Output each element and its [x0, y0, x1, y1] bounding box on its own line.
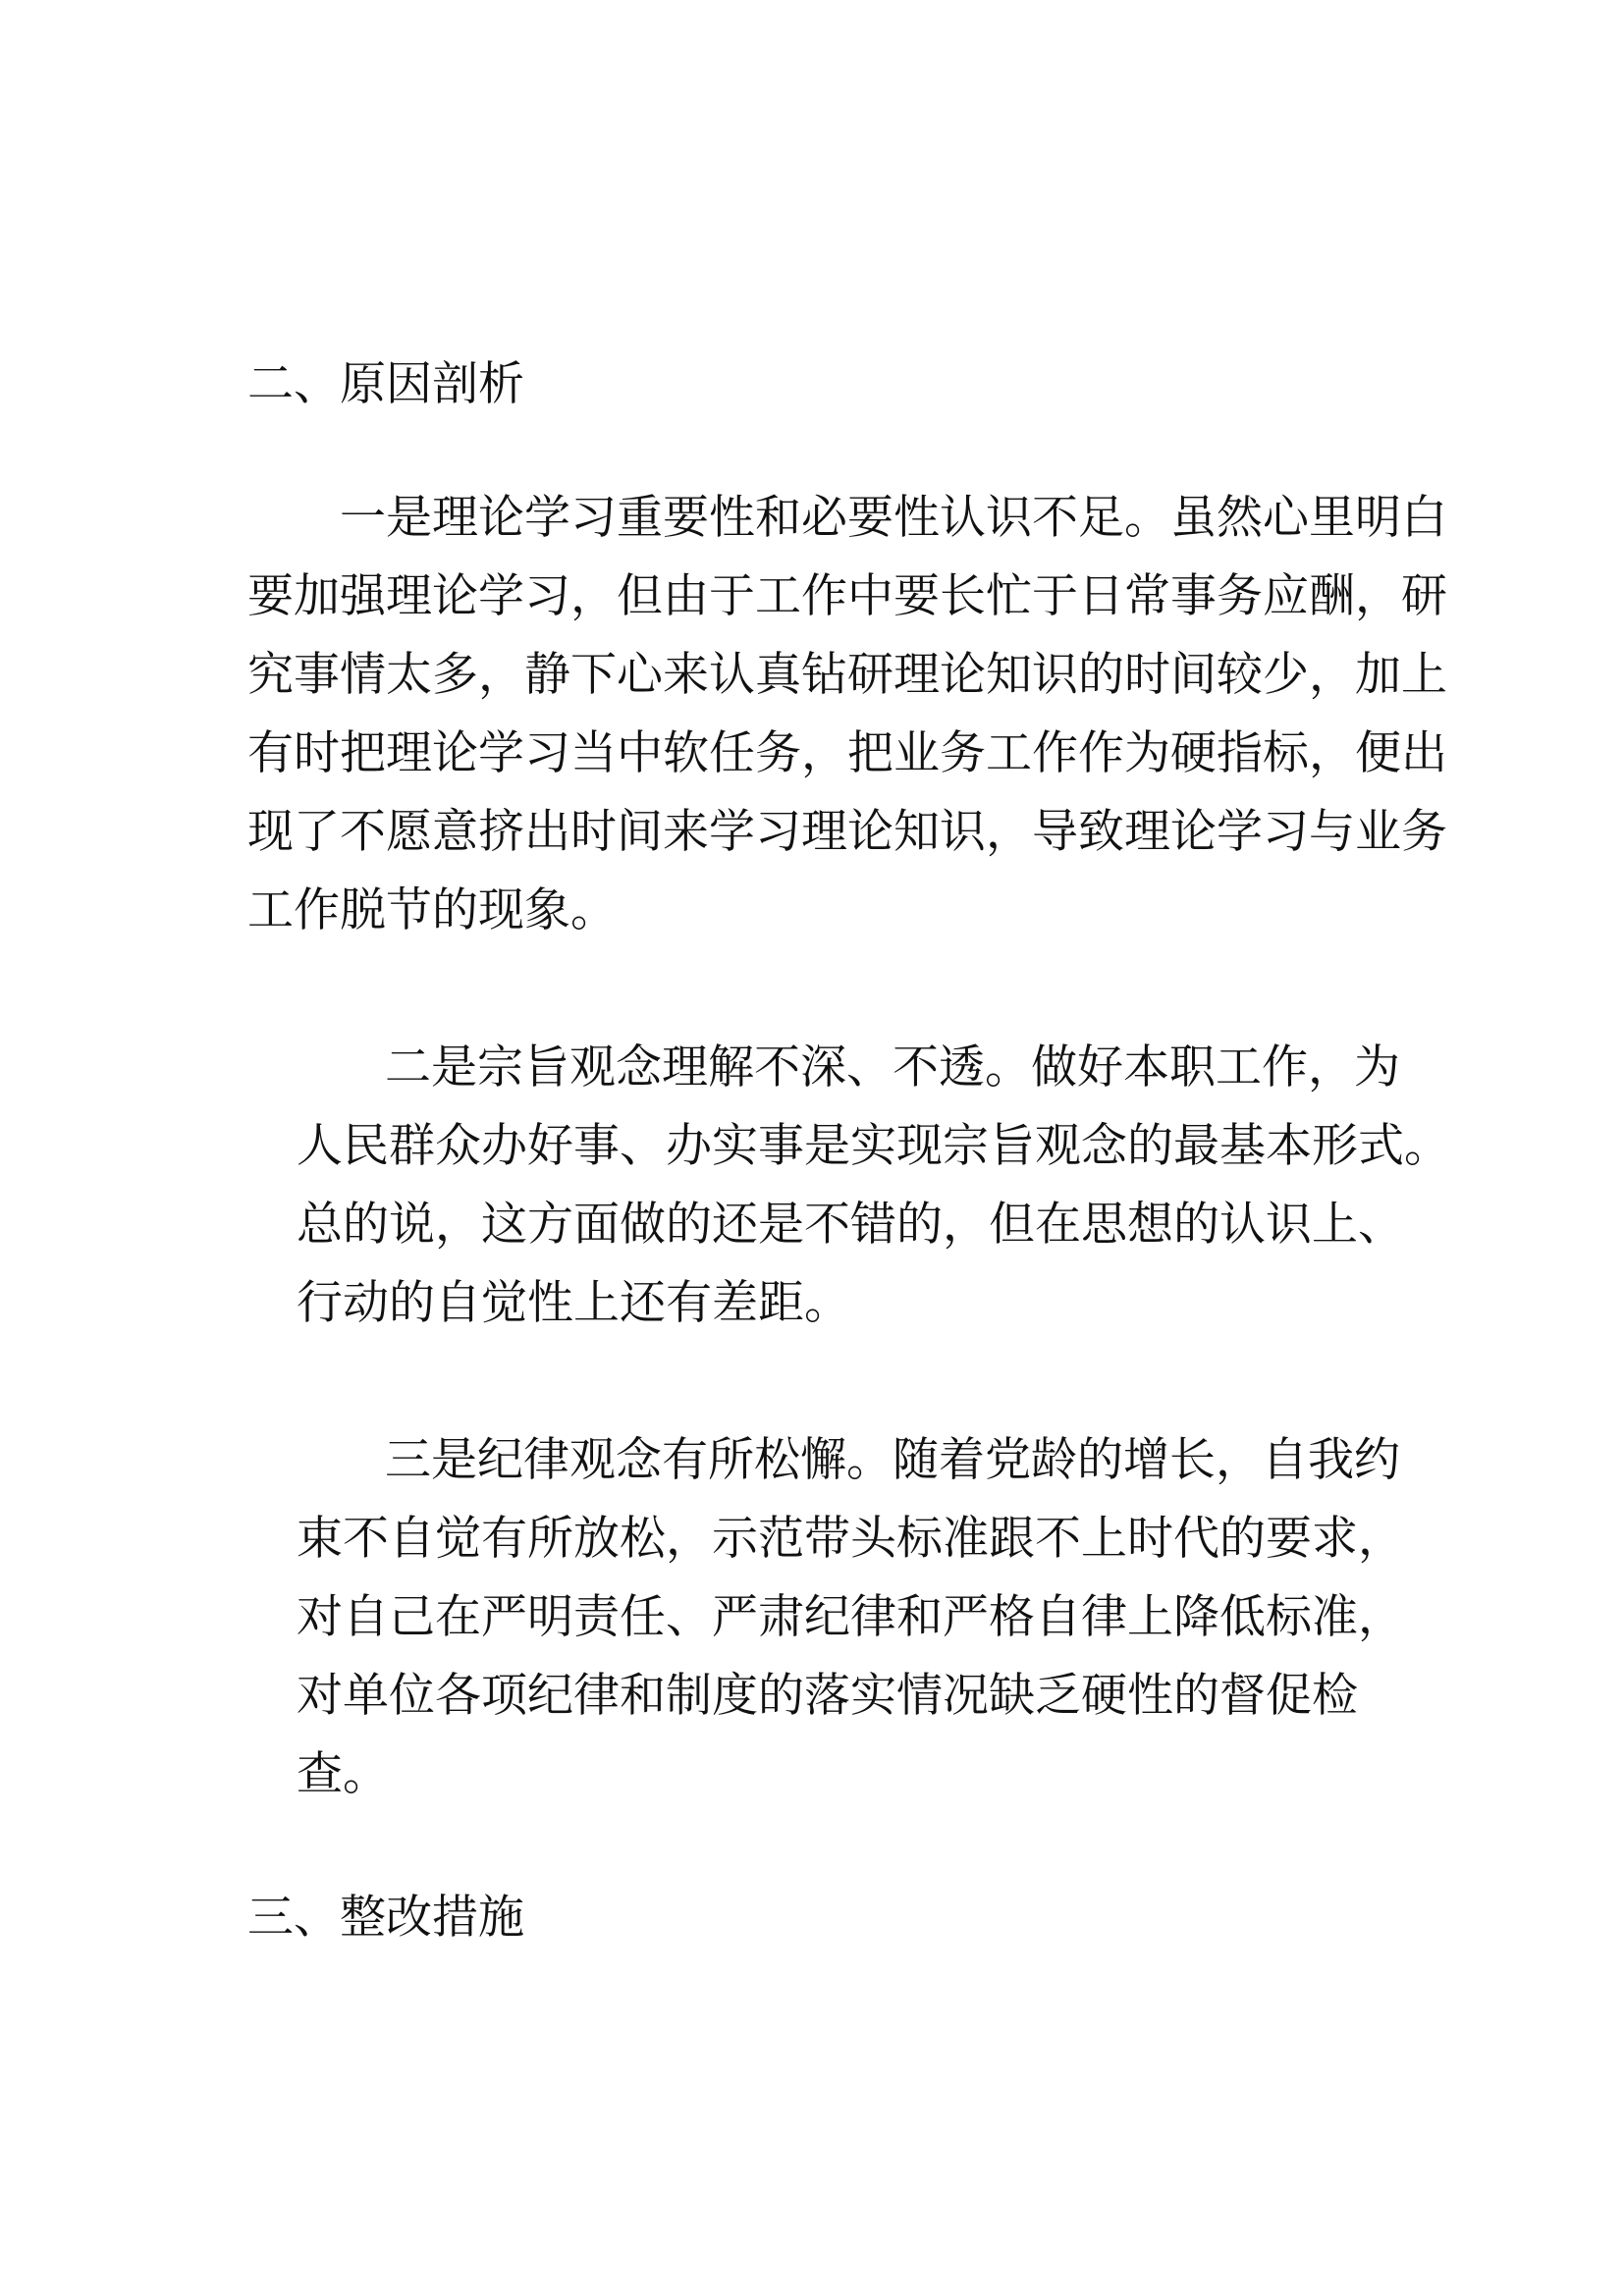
paragraph-line: 对自己在严明责任、严肃纪律和严格自律上降低标准， [297, 1590, 1404, 1644]
paragraph-theory-study [247, 479, 1447, 950]
paragraph-line: 现了不愿意挤出时间来学习理论知识，导致理论学习与业务 [247, 805, 1447, 859]
paragraph-line: 总的说，这方面做的还是不错的，但在思想的认识上、 [297, 1198, 1404, 1252]
heading-text: 三、整改措施 [247, 1891, 524, 1945]
paragraph-line: 二是宗旨观念理解不深、不透。做好本职工作，为 [385, 1041, 1400, 1095]
paragraph-discipline-concept [297, 1421, 1404, 1814]
paragraph-line: 束不自觉有所放松，示范带头标准跟不上时代的要求， [297, 1512, 1404, 1566]
paragraph-purpose-concept [297, 1029, 1450, 1343]
paragraph-line: 三是纪律观念有所松懈。随着党龄的增长，自我约 [385, 1433, 1400, 1487]
paragraph-line: 查。 [297, 1747, 389, 1801]
section-heading-analysis [247, 346, 524, 424]
paragraph-line: 行动的自觉性上还有差距。 [297, 1276, 850, 1330]
paragraph-line: 要加强理论学习，但由于工作中要长忙于日常事务应酬，研 [247, 569, 1447, 623]
paragraph-line: 工作脱节的现象。 [247, 883, 617, 937]
paragraph-line: 一是理论学习重要性和必要性认识不足。虽然心里明白 [340, 491, 1447, 545]
paragraph-line: 有时把理论学习当中软任务，把业务工作作为硬指标，便出 [247, 726, 1447, 780]
heading-text: 二、原因剖析 [247, 357, 524, 411]
paragraph-line: 对单位各项纪律和制度的落实情况缺乏硬性的督促检 [297, 1669, 1358, 1723]
paragraph-line: 究事情太多，静下心来认真钻研理论知识的时间较少，加上 [247, 648, 1447, 702]
paragraph-line: 人民群众办好事、办实事是实现宗旨观念的最基本形式。 [297, 1119, 1450, 1173]
section-heading-rectification [247, 1879, 524, 1957]
